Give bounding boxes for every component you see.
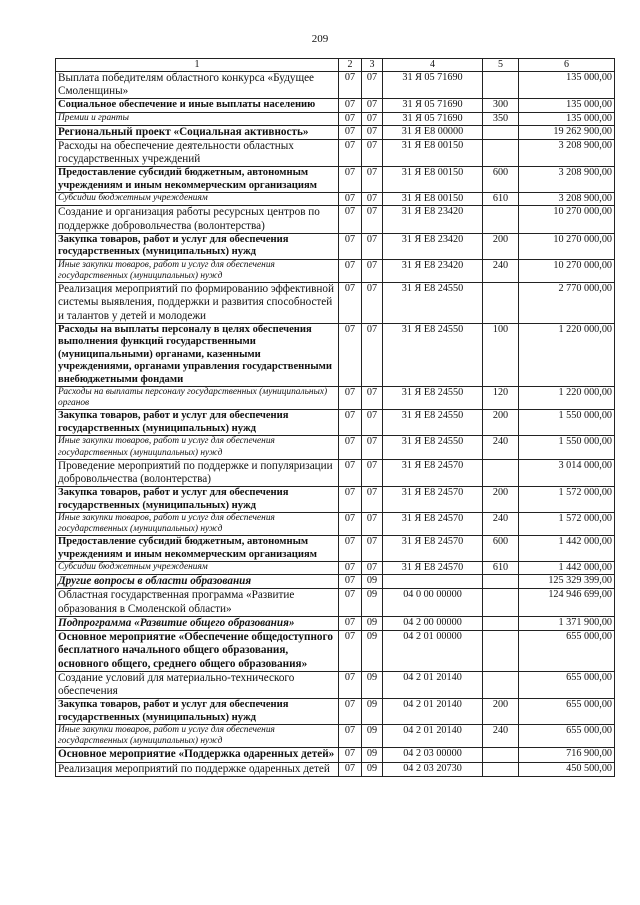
table-row <box>56 562 615 575</box>
target-article-code: 04 2 01 20140 <box>383 699 483 725</box>
expense-type-code <box>483 616 519 630</box>
table-row <box>56 589 615 616</box>
section-code: 07 <box>339 671 362 698</box>
row-name: Реализация мероприятий по поддержке одаренных детей <box>56 762 339 776</box>
section-code: 07 <box>339 589 362 616</box>
section-code: 07 <box>339 125 362 139</box>
target-article-code: 04 2 03 20730 <box>383 762 483 776</box>
subsection-code: 07 <box>362 387 383 410</box>
expense-type-code <box>483 762 519 776</box>
amount: 3 014 000,00 <box>519 459 615 486</box>
row-name: Создание и организация работы ресурсных центров по поддержке добровольчества (волонтерства) <box>56 206 339 233</box>
row-name: Выплата победителям областного конкурса «Будущее Смоленщины» <box>56 71 339 98</box>
amount: 1 220 000,00 <box>519 323 615 387</box>
expense-type-code: 200 <box>483 233 519 259</box>
amount: 10 270 000,00 <box>519 233 615 259</box>
amount: 10 270 000,00 <box>519 206 615 233</box>
target-article-code: 31 Я Е8 24550 <box>383 410 483 436</box>
row-name: Расходы на выплаты персоналу в целях обеспечения выполнения функций государственными (муниципальными) органами, казенными учреждениями, органами управления государственными внебюджетными фондами <box>56 323 339 387</box>
expense-type-code: 200 <box>483 487 519 513</box>
target-article-code: 31 Я Е8 00150 <box>383 167 483 193</box>
expense-type-code: 100 <box>483 323 519 387</box>
page-number: 209 <box>311 33 329 45</box>
amount: 655 000,00 <box>519 631 615 672</box>
section-code: 07 <box>339 436 362 459</box>
subsection-code: 09 <box>362 671 383 698</box>
target-article-code: 31 Я Е8 23420 <box>383 259 483 282</box>
subsection-code: 07 <box>362 259 383 282</box>
expense-type-code <box>483 575 519 589</box>
target-article-code: 31 Я Е8 00150 <box>383 139 483 166</box>
section-code: 07 <box>339 725 362 748</box>
expense-type-code: 350 <box>483 112 519 125</box>
section-code: 07 <box>339 631 362 672</box>
amount: 1 371 900,00 <box>519 616 615 630</box>
target-article-code: 31 Я Е8 24550 <box>383 323 483 387</box>
section-code: 07 <box>339 487 362 513</box>
amount: 19 262 900,00 <box>519 125 615 139</box>
row-name: Иные закупки товаров, работ и услуг для обеспечения государственных (муниципальных) нужд <box>56 513 339 536</box>
section-code: 07 <box>339 575 362 589</box>
target-article-code: 31 Я Е8 24570 <box>383 459 483 486</box>
table-row <box>56 125 615 139</box>
section-code: 07 <box>339 562 362 575</box>
row-name: Областная государственная программа «Развитие образования в Смоленской области» <box>56 589 339 616</box>
subsection-code: 07 <box>362 436 383 459</box>
target-article-code: 04 0 00 00000 <box>383 589 483 616</box>
subsection-code: 07 <box>362 487 383 513</box>
subsection-code: 07 <box>362 112 383 125</box>
expense-type-code: 610 <box>483 562 519 575</box>
expense-type-code <box>483 748 519 762</box>
amount: 135 000,00 <box>519 112 615 125</box>
target-article-code: 31 Я Е8 23420 <box>383 206 483 233</box>
expense-type-code: 200 <box>483 699 519 725</box>
expense-type-code <box>483 283 519 324</box>
subsection-code: 07 <box>362 99 383 113</box>
table-row <box>56 671 615 698</box>
subsection-code: 07 <box>362 410 383 436</box>
amount: 1 442 000,00 <box>519 562 615 575</box>
column-number: 1 <box>56 59 339 72</box>
table-row <box>56 459 615 486</box>
amount: 125 329 399,00 <box>519 575 615 589</box>
target-article-code: 31 Я Е8 24570 <box>383 487 483 513</box>
table-row <box>56 699 615 725</box>
expense-type-code: 600 <box>483 536 519 562</box>
expense-type-code <box>483 125 519 139</box>
expense-type-code: 240 <box>483 513 519 536</box>
subsection-code: 09 <box>362 725 383 748</box>
amount: 1 442 000,00 <box>519 536 615 562</box>
section-code: 07 <box>339 112 362 125</box>
amount: 716 900,00 <box>519 748 615 762</box>
row-name: Основное мероприятие «Обеспечение общедоступного бесплатного начального общего образования, основного общего, среднего общего образования» <box>56 631 339 672</box>
budget-table <box>55 58 615 777</box>
subsection-code: 07 <box>362 283 383 324</box>
column-number-row <box>56 59 615 72</box>
table-row <box>56 71 615 98</box>
row-name: Расходы на обеспечение деятельности областных государственных учреждений <box>56 139 339 166</box>
expense-type-code: 240 <box>483 259 519 282</box>
target-article-code: 04 2 01 00000 <box>383 631 483 672</box>
table-row <box>56 139 615 166</box>
table-row <box>56 410 615 436</box>
target-article-code: 31 Я 05 71690 <box>383 99 483 113</box>
section-code: 07 <box>339 323 362 387</box>
amount: 1 220 000,00 <box>519 387 615 410</box>
section-code: 07 <box>339 99 362 113</box>
row-name: Предоставление субсидий бюджетным, автономным учреждениям и иным некоммерческим организациям <box>56 167 339 193</box>
expense-type-code <box>483 139 519 166</box>
row-name: Закупка товаров, работ и услуг для обеспечения государственных (муниципальных) нужд <box>56 233 339 259</box>
row-name: Закупка товаров, работ и услуг для обеспечения государственных (муниципальных) нужд <box>56 699 339 725</box>
row-name: Предоставление субсидий бюджетным, автономным учреждениям и иным некоммерческим организациям <box>56 536 339 562</box>
section-code: 07 <box>339 283 362 324</box>
row-name: Региональный проект «Социальная активность» <box>56 125 339 139</box>
expense-type-code: 300 <box>483 99 519 113</box>
target-article-code: 31 Я Е8 00150 <box>383 193 483 206</box>
expense-type-code: 610 <box>483 193 519 206</box>
subsection-code: 09 <box>362 575 383 589</box>
target-article-code: 31 Я 05 71690 <box>383 71 483 98</box>
subsection-code: 07 <box>362 193 383 206</box>
section-code: 07 <box>339 139 362 166</box>
row-name: Реализация мероприятий по формированию эффективной системы выявления, поддержки и развития способностей и талантов у детей и молодежи <box>56 283 339 324</box>
section-code: 07 <box>339 699 362 725</box>
amount: 135 000,00 <box>519 71 615 98</box>
table-row <box>56 762 615 776</box>
amount: 3 208 900,00 <box>519 139 615 166</box>
table-row <box>56 487 615 513</box>
row-name: Премии и гранты <box>56 112 339 125</box>
table-row <box>56 725 615 748</box>
column-number: 3 <box>362 59 383 72</box>
subsection-code: 07 <box>362 459 383 486</box>
amount: 450 500,00 <box>519 762 615 776</box>
column-number: 5 <box>483 59 519 72</box>
subsection-code: 07 <box>362 536 383 562</box>
expense-type-code <box>483 71 519 98</box>
subsection-code: 09 <box>362 589 383 616</box>
expense-type-code: 200 <box>483 410 519 436</box>
table-row <box>56 575 615 589</box>
subsection-code: 07 <box>362 71 383 98</box>
target-article-code: 04 2 03 00000 <box>383 748 483 762</box>
target-article-code: 31 Я Е8 00000 <box>383 125 483 139</box>
row-name: Проведение мероприятий по поддержке и популяризации добровольчества (волонтерства) <box>56 459 339 486</box>
target-article-code: 04 2 01 20140 <box>383 671 483 698</box>
section-code: 07 <box>339 71 362 98</box>
section-code: 07 <box>339 616 362 630</box>
amount: 135 000,00 <box>519 99 615 113</box>
amount: 655 000,00 <box>519 699 615 725</box>
subsection-code: 07 <box>362 562 383 575</box>
table-row <box>56 616 615 630</box>
table-row <box>56 631 615 672</box>
row-name: Основное мероприятие «Поддержка одаренных детей» <box>56 748 339 762</box>
amount: 3 208 900,00 <box>519 193 615 206</box>
expense-type-code: 240 <box>483 725 519 748</box>
table-row <box>56 536 615 562</box>
section-code: 07 <box>339 513 362 536</box>
target-article-code <box>383 575 483 589</box>
table-row <box>56 99 615 113</box>
subsection-code: 09 <box>362 762 383 776</box>
amount: 1 572 000,00 <box>519 513 615 536</box>
subsection-code: 07 <box>362 167 383 193</box>
expense-type-code <box>483 459 519 486</box>
row-name: Субсидии бюджетным учреждениям <box>56 562 339 575</box>
subsection-code: 07 <box>362 206 383 233</box>
row-name: Социальное обеспечение и иные выплаты населению <box>56 99 339 113</box>
expense-type-code <box>483 589 519 616</box>
target-article-code: 31 Я Е8 24550 <box>383 387 483 410</box>
amount: 3 208 900,00 <box>519 167 615 193</box>
column-number: 6 <box>519 59 615 72</box>
table-row <box>56 283 615 324</box>
expense-type-code: 600 <box>483 167 519 193</box>
section-code: 07 <box>339 459 362 486</box>
subsection-code: 09 <box>362 748 383 762</box>
row-name: Иные закупки товаров, работ и услуг для обеспечения государственных (муниципальных) нужд <box>56 725 339 748</box>
row-name: Иные закупки товаров, работ и услуг для обеспечения государственных (муниципальных) нужд <box>56 436 339 459</box>
amount: 1 550 000,00 <box>519 436 615 459</box>
table-row <box>56 387 615 410</box>
target-article-code: 04 2 00 00000 <box>383 616 483 630</box>
section-code: 07 <box>339 748 362 762</box>
row-name: Подпрограмма «Развитие общего образования» <box>56 616 339 630</box>
section-code: 07 <box>339 387 362 410</box>
row-name: Расходы на выплаты персоналу государственных (муниципальных) органов <box>56 387 339 410</box>
expense-type-code <box>483 631 519 672</box>
target-article-code: 31 Я Е8 24550 <box>383 436 483 459</box>
amount: 1 550 000,00 <box>519 410 615 436</box>
subsection-code: 09 <box>362 699 383 725</box>
table-row <box>56 513 615 536</box>
table-row <box>56 748 615 762</box>
table-row <box>56 233 615 259</box>
row-name: Другие вопросы в области образования <box>56 575 339 589</box>
subsection-code: 07 <box>362 139 383 166</box>
table-row <box>56 167 615 193</box>
expense-type-code: 120 <box>483 387 519 410</box>
target-article-code: 31 Я Е8 24570 <box>383 536 483 562</box>
amount: 2 770 000,00 <box>519 283 615 324</box>
subsection-code: 09 <box>362 631 383 672</box>
expense-type-code <box>483 206 519 233</box>
section-code: 07 <box>339 167 362 193</box>
subsection-code: 07 <box>362 233 383 259</box>
table-row <box>56 193 615 206</box>
target-article-code: 31 Я Е8 23420 <box>383 233 483 259</box>
expense-type-code <box>483 671 519 698</box>
section-code: 07 <box>339 410 362 436</box>
row-name: Создание условий для материально-технического обеспечения <box>56 671 339 698</box>
amount: 655 000,00 <box>519 671 615 698</box>
section-code: 07 <box>339 193 362 206</box>
expense-type-code: 240 <box>483 436 519 459</box>
section-code: 07 <box>339 762 362 776</box>
table-row <box>56 436 615 459</box>
amount: 655 000,00 <box>519 725 615 748</box>
amount: 10 270 000,00 <box>519 259 615 282</box>
row-name: Субсидии бюджетным учреждениям <box>56 193 339 206</box>
table-row <box>56 259 615 282</box>
section-code: 07 <box>339 206 362 233</box>
subsection-code: 07 <box>362 125 383 139</box>
section-code: 07 <box>339 233 362 259</box>
target-article-code: 04 2 01 20140 <box>383 725 483 748</box>
amount: 1 572 000,00 <box>519 487 615 513</box>
table-row <box>56 206 615 233</box>
row-name: Закупка товаров, работ и услуг для обеспечения государственных (муниципальных) нужд <box>56 410 339 436</box>
row-name: Иные закупки товаров, работ и услуг для обеспечения государственных (муниципальных) нужд <box>56 259 339 282</box>
table-row <box>56 112 615 125</box>
budget-table-body <box>56 59 615 777</box>
column-number: 4 <box>383 59 483 72</box>
section-code: 07 <box>339 259 362 282</box>
subsection-code: 07 <box>362 513 383 536</box>
subsection-code: 07 <box>362 323 383 387</box>
column-number: 2 <box>339 59 362 72</box>
target-article-code: 31 Я Е8 24570 <box>383 513 483 536</box>
target-article-code: 31 Я Е8 24550 <box>383 283 483 324</box>
subsection-code: 09 <box>362 616 383 630</box>
section-code: 07 <box>339 536 362 562</box>
amount: 124 946 699,00 <box>519 589 615 616</box>
row-name: Закупка товаров, работ и услуг для обеспечения государственных (муниципальных) нужд <box>56 487 339 513</box>
target-article-code: 31 Я 05 71690 <box>383 112 483 125</box>
table-row <box>56 323 615 387</box>
target-article-code: 31 Я Е8 24570 <box>383 562 483 575</box>
